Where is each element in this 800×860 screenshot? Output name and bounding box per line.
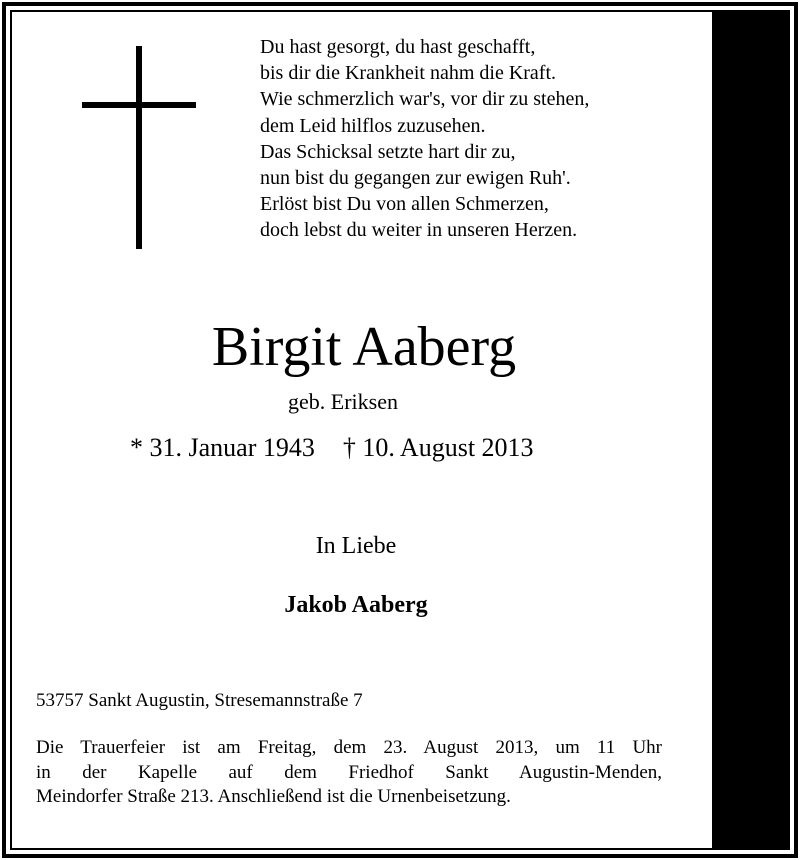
poem-line: Das Schicksal setzte hart dir zu,	[260, 140, 516, 163]
poem-line: doch lebst du weiter in unseren Herzen.	[260, 219, 578, 242]
black-side-bar	[712, 12, 788, 848]
mourner-name: Jakob Aaberg	[284, 592, 428, 618]
ceremony-line: Meindorfer Straße 213. Anschließend ist die Urnenbeisetzung.	[36, 786, 511, 807]
life-dates	[130, 432, 534, 464]
birth-date: * 31. Januar 1943	[130, 433, 315, 462]
maiden-name: geb. Eriksen	[288, 389, 398, 414]
closing-phrase: In Liebe	[315, 533, 397, 559]
death-date: † 10. August 2013	[342, 433, 534, 462]
cross-horizontal-beam	[82, 102, 196, 108]
ceremony-line: Die Trauerfeier ist am Freitag, dem 23. August 2013, um 11 Uhr	[36, 737, 662, 758]
poem-line: nun bist du gegangen zur ewigen Ruh'.	[260, 167, 571, 190]
poem-line: Wie schmerzlich war's, vor dir zu stehen,	[260, 88, 590, 111]
poem-line: dem Leid hilflos zuzusehen.	[260, 114, 486, 137]
poem-line: bis dir die Krankheit nahm die Kraft.	[260, 62, 557, 85]
ceremony-info	[36, 736, 662, 810]
cross-vertical-beam	[136, 46, 142, 249]
poem-line: Erlöst bist Du von allen Schmerzen,	[260, 193, 549, 216]
deceased-name: Birgit Aaberg	[211, 316, 517, 378]
ceremony-line: in der Kapelle auf dem Friedhof Sankt Augustin-Menden,	[36, 761, 662, 783]
memorial-poem	[260, 34, 589, 244]
address: 53757 Sankt Augustin, Stresemannstraße 7	[36, 690, 363, 711]
poem-line: Du hast gesorgt, du hast geschafft,	[260, 36, 536, 58]
